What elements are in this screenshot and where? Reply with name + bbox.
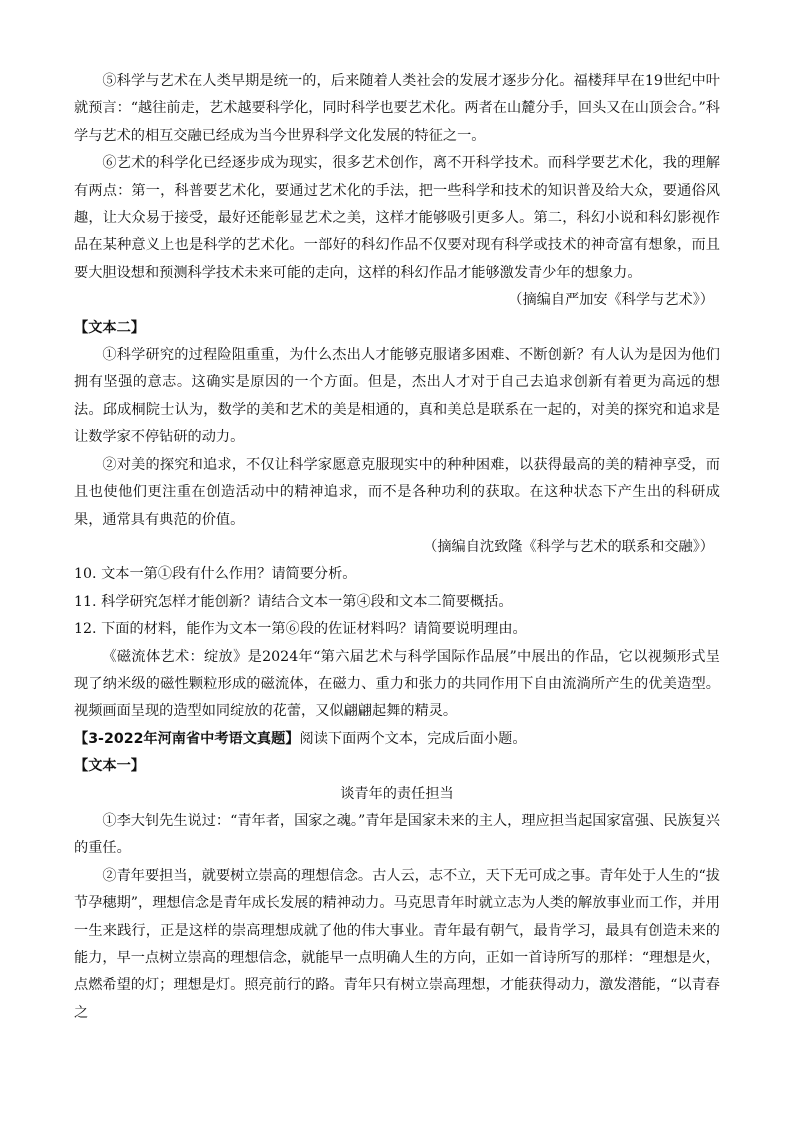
text2-source: （摘编自沈致隆《科学与艺术的联系和交融》） — [423, 538, 714, 555]
question-12: 12. 下面的材料，能作为文本一第⑥段的佐证材料吗？请简要说明理由。 — [74, 621, 527, 638]
question-12-material: 《磁流体艺术：绽放》是2024年“第六届艺术与科学国际作品展”中展出的作品，它以视频形式呈现了纳米级的磁性颗粒形成的磁流体，在磁力、重力和张力的共同作用下自由流淌所产生的优美造型。视频画面呈现的造型如同绽放的花蕾，又似翩翩起舞的精灵。 — [74, 648, 720, 720]
document-page — [74, 68, 720, 1027]
article-title: 谈青年的责任担当 — [340, 785, 454, 802]
question-11: 11. 科学研究怎样才能创新？请结合文本一第④段和文本二简要概括。 — [74, 593, 513, 610]
article-paragraph-1: ①李大钊先生说过：“青年者，国家之魂。”青年是国家未来的主人，理应担当起国家富强、民族复兴的重任。 — [74, 812, 720, 857]
section-3-intro — [74, 726, 720, 753]
question-10: 10. 文本一第①段有什么作用？请简要分析。 — [74, 566, 357, 583]
section-3-tag: 【3-2022年河南省中考语文真题】 — [74, 730, 300, 747]
text1-source: （摘编自严加安《科学与艺术》） — [508, 292, 714, 309]
section-3-text1-label: 【文本一】 — [74, 758, 145, 775]
text2-paragraph-1: ①科学研究的过程险阻重重，为什么杰出人才能够克服诸多困难、不断创新？有人认为是因为他们拥有坚强的意志。这确实是原因的一个方面。但是，杰出人才对于自己去追求创新有着更为高远的想法。邱成桐院士认为，数学的美和艺术的美是相通的，真和美总是联系在一起的，对美的探究和追求是让数学家不停钻研的动力。 — [74, 347, 720, 446]
text1-paragraph-5: ⑤科学与艺术在人类早期是统一的，后来随着人类社会的发展才逐步分化。福楼拜早在19世纪中叶就预言：“越往前走，艺术越要科学化，同时科学也要艺术化。两者在山麓分手，回头又在山顶会合。”科学与艺术的相互交融已经成为当今世界科学文化发展的特征之一。 — [74, 73, 720, 144]
section-3-instruction: 阅读下面两个文本，完成后面小题。 — [299, 730, 527, 747]
text2-paragraph-2: ②对美的探究和追求，不仅让科学家愿意克服现实中的种种困难，以获得最高的美的精神享受，而且也使他们更注重在创造活动中的精神追求，而不是各种功利的获取。在这种状态下产生出的科研成果，通常具有典范的价值。 — [74, 456, 720, 528]
article-paragraph-2: ②青年要担当，就要树立崇高的理想信念。古人云，志不立，天下无可成之事。青年处于人生的“拔节孕穗期”，理想信念是青年成长发展的精神动力。马克思青年时就立志为人类的解放事业而工作，并用一生来践行，正是这样的崇高理想成就了他的伟大事业。青年最有朝气，最肯学习，最具有创造未来的能力，早一点树立崇高的理想信念，就能早一点明确人生的方向，正如一首诗所写的那样：“理想是火，点燃希望的灯；理想是灯。照亮前行的路。青年只有树立崇高理想，才能获得动力，激发潜能，“以青春之 — [74, 867, 720, 1021]
text2-label: 【文本二】 — [74, 319, 145, 336]
text1-paragraph-6: ⑥艺术的科学化已经逐步成为现实，很多艺术创作，离不开科学技术。而科学要艺术化，我的理解有两点：第一，科普要艺术化，要通过艺术化的手法，把一些科学和技术的知识普及给大众，要通俗风趣，让大众易于接受，最好还能彰显艺术之美，这样才能够吸引更多人。第二，科幻小说和科幻影视作品在某种意义上也是科学的艺术化。一部好的科幻作品不仅要对现有科学或技术的神奇富有想象，而且要大胆设想和预测科学技术未来可能的走向，这样的科幻作品才能够激发青少年的想象力。 — [74, 155, 720, 281]
